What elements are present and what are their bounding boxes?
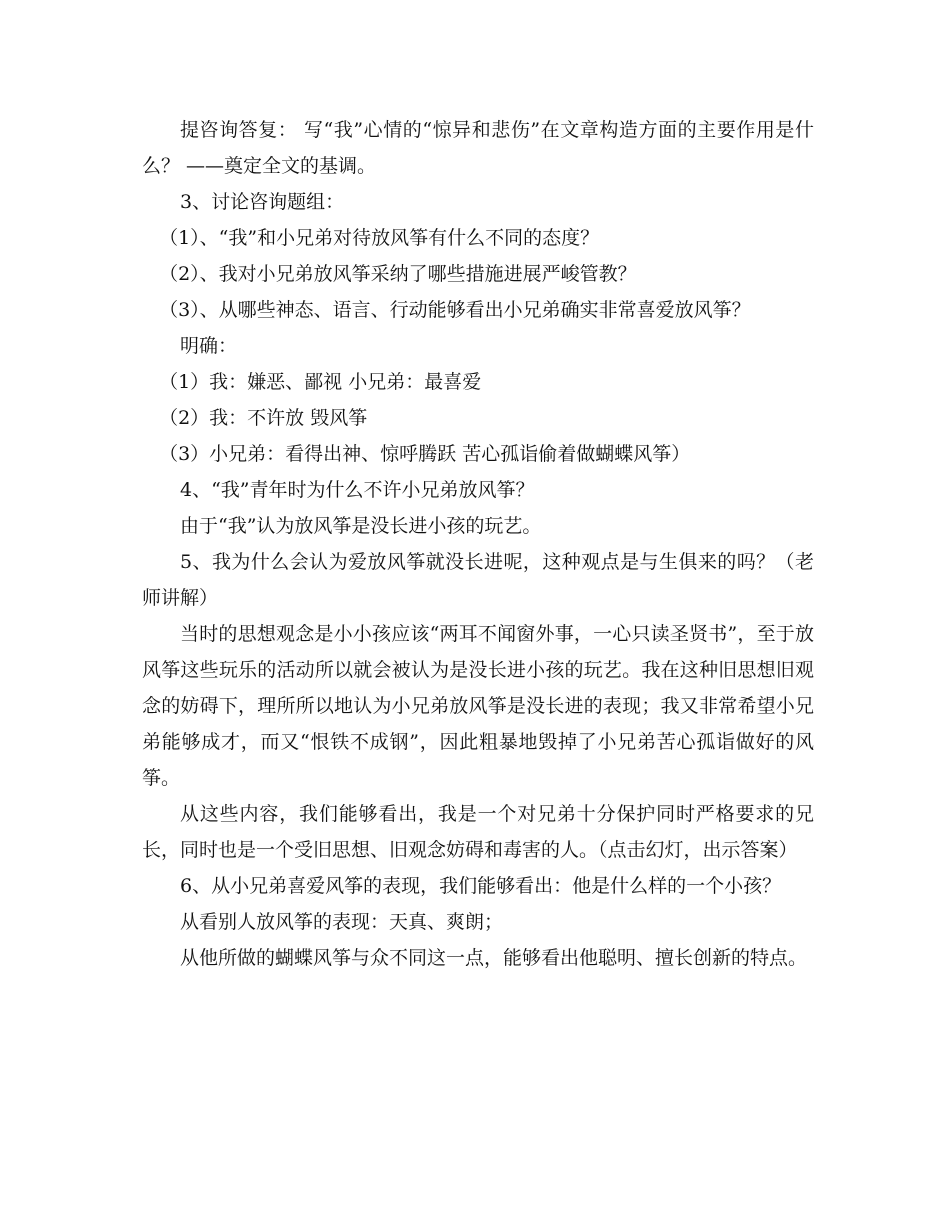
paragraph-answer-6b: 从他所做的蝴蝶风筝与众不同这一点，能够看出他聪明、擅长创新的特点。 — [180, 947, 808, 969]
paragraph-question-answer: 提咨询答复： 写“我”心情的“惊异和悲伤”在文章构造方面的主要作用是什么？ ——奠定全文的基调。 — [142, 119, 814, 177]
paragraph-answer-6a: 从看别人放风筝的表现：天真、爽朗； — [180, 911, 504, 933]
paragraph-question-6: 6、从小兄弟喜爱风筝的表现，我们能够看出：他是什么样的一个小孩？ — [180, 875, 782, 897]
paragraph-question-2: （2）、我对小兄弟放风筝采纳了哪些措施进展严峻管教？ — [159, 263, 637, 285]
paragraph-answer-2: （2）我：不许放 毁风筝 — [159, 407, 368, 429]
paragraph-question-1: （1）、“我”和小兄弟对待放风筝有什么不同的态度？ — [159, 227, 600, 249]
paragraph-answer-1: （1）我：嫌恶、鄙视 小兄弟：最喜爱 — [159, 371, 482, 393]
paragraph-discussion-heading: 3、讨论咨询题组： — [180, 191, 345, 213]
paragraph-question-3: （3）、从哪些神态、语言、行动能够看出小兄弟确实非常喜爱放风筝？ — [159, 299, 751, 321]
paragraph-conclusion: 从这些内容，我们能够看出，我是一个对兄弟十分保护同时严格要求的兄长，同时也是一个受旧思想、旧观念妨碍和毒害的人。（点击幻灯，出示答案） — [142, 803, 814, 861]
paragraph-answer-4: 由于“我”认为放风筝是没长进小孩的玩艺。 — [180, 515, 542, 537]
document-body — [142, 112, 814, 976]
paragraph-explanation: 当时的思想观念是小小孩应该“两耳不闻窗外事，一心只读圣贤书”，至于放风筝这些玩乐的活动所以就会被认为是没长进小孩的玩艺。我在这种旧思想旧观念的妨碍下，理所所以地认为小兄弟放风筝是没长进的表现；我又非常希望小兄弟能够成才，而又“恨铁不成钢”，因此粗暴地毁掉了小兄弟苦心孤诣做好的风筝。 — [142, 623, 814, 789]
paragraph-question-4: 4、“我”青年时为什么不许小兄弟放风筝？ — [180, 479, 535, 501]
paragraph-clarify-heading: 明确： — [180, 335, 238, 357]
paragraph-question-5: 5、我为什么会认为爱放风筝就没长进呢，这种观点是与生俱来的吗？（老师讲解） — [142, 551, 814, 609]
paragraph-answer-3: （3）小兄弟：看得出神、惊呼腾跃 苦心孤诣偷着做蝴蝶风筝） — [159, 443, 691, 465]
